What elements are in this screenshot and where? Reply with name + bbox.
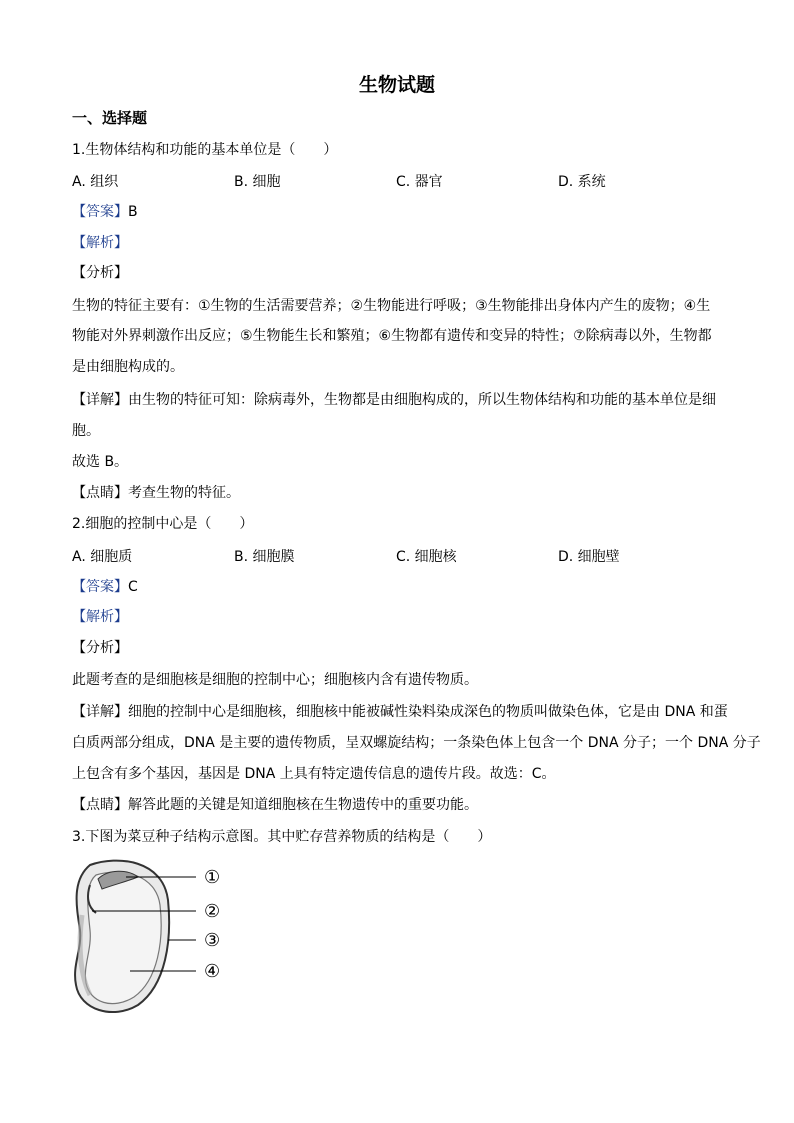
q2-detail-line: 上包含有多个基因，基因是 DNA 上具有特定遗传信息的遗传片段。故选：C。 xyxy=(72,766,556,782)
bean-seed-diagram xyxy=(68,855,228,1015)
q2-dianjing xyxy=(72,795,478,815)
answer-tag: 【答案】 xyxy=(72,579,128,595)
answer-value: C xyxy=(128,579,138,595)
section-heading: 一、选择题 xyxy=(72,109,148,127)
question-1-stem: 1.生物体结构和功能的基本单位是（ ） xyxy=(72,142,338,158)
q1-fenxi-tag: 【分析】 xyxy=(72,265,128,281)
question-2-stem: 2.细胞的控制中心是（ ） xyxy=(72,516,254,532)
q1-option-b: B. 细胞 xyxy=(234,174,281,190)
figure-label-1: ① xyxy=(204,867,221,888)
dianjing-text: 解答此题的关键是知道细胞核在生物遗传中的重要功能。 xyxy=(128,797,478,813)
q1-jiexi-tag: 【解析】 xyxy=(72,235,128,251)
figure-label-2: ② xyxy=(204,901,221,922)
figure-label-4: ④ xyxy=(204,961,221,982)
dianjing-tag: 【点睛】 xyxy=(72,485,128,501)
dianjing-text: 考查生物的特征。 xyxy=(128,485,240,501)
q2-detail-line xyxy=(72,702,728,722)
answer-value: B xyxy=(128,204,138,220)
q1-analysis-line: 是由细胞构成的。 xyxy=(72,359,184,375)
q1-option-a: A. 组织 xyxy=(72,174,119,190)
q1-detail-line: 胞。 xyxy=(72,423,100,439)
q2-analysis: 此题考查的是细胞核是细胞的控制中心；细胞核内含有遗传物质。 xyxy=(72,672,478,688)
q1-choose: 故选 B。 xyxy=(72,454,129,470)
dianjing-tag: 【点睛】 xyxy=(72,797,128,813)
detail-text: 细胞的控制中心是细胞核，细胞核中能被碱性染料染成深色的物质叫做染色体，它是由 DNA 和蛋 xyxy=(128,704,728,720)
q1-answer xyxy=(72,202,138,222)
q2-option-c: C. 细胞核 xyxy=(396,549,457,565)
q1-dianjing xyxy=(72,483,240,503)
answer-tag: 【答案】 xyxy=(72,204,128,220)
q1-analysis-line: 物能对外界刺激作出反应；⑤生物能生长和繁殖；⑥生物都有遗传和变异的特性；⑦除病毒以外，生物都 xyxy=(72,328,712,344)
q2-detail-line: 白质两部分组成，DNA 是主要的遗传物质，呈双螺旋结构；一条染色体上包含一个 DNA 分子；一个 DNA 分子 xyxy=(72,735,761,751)
detail-tag: 【详解】 xyxy=(72,392,128,408)
q2-answer xyxy=(72,577,138,597)
q2-jiexi-tag: 【解析】 xyxy=(72,609,128,625)
detail-tag: 【详解】 xyxy=(72,704,128,720)
question-3-stem: 3.下图为菜豆种子结构示意图。其中贮存营养物质的结构是（ ） xyxy=(72,829,492,845)
q2-option-d: D. 细胞壁 xyxy=(558,549,620,565)
q1-option-d: D. 系统 xyxy=(558,174,606,190)
q1-analysis-line: 生物的特征主要有：①生物的生活需要营养；②生物能进行呼吸；③生物能排出身体内产生的废物；④生 xyxy=(72,298,711,314)
q2-fenxi-tag: 【分析】 xyxy=(72,640,128,656)
q1-option-c: C. 器官 xyxy=(396,174,443,190)
q2-option-b: B. 细胞膜 xyxy=(234,549,295,565)
q1-detail-line xyxy=(72,390,716,410)
detail-text: 由生物的特征可知：除病毒外，生物都是由细胞构成的，所以生物体结构和功能的基本单位是细 xyxy=(128,392,716,408)
q2-option-a: A. 细胞质 xyxy=(72,549,133,565)
figure-label-3: ③ xyxy=(204,930,221,951)
page-title: 生物试题 xyxy=(358,74,435,96)
